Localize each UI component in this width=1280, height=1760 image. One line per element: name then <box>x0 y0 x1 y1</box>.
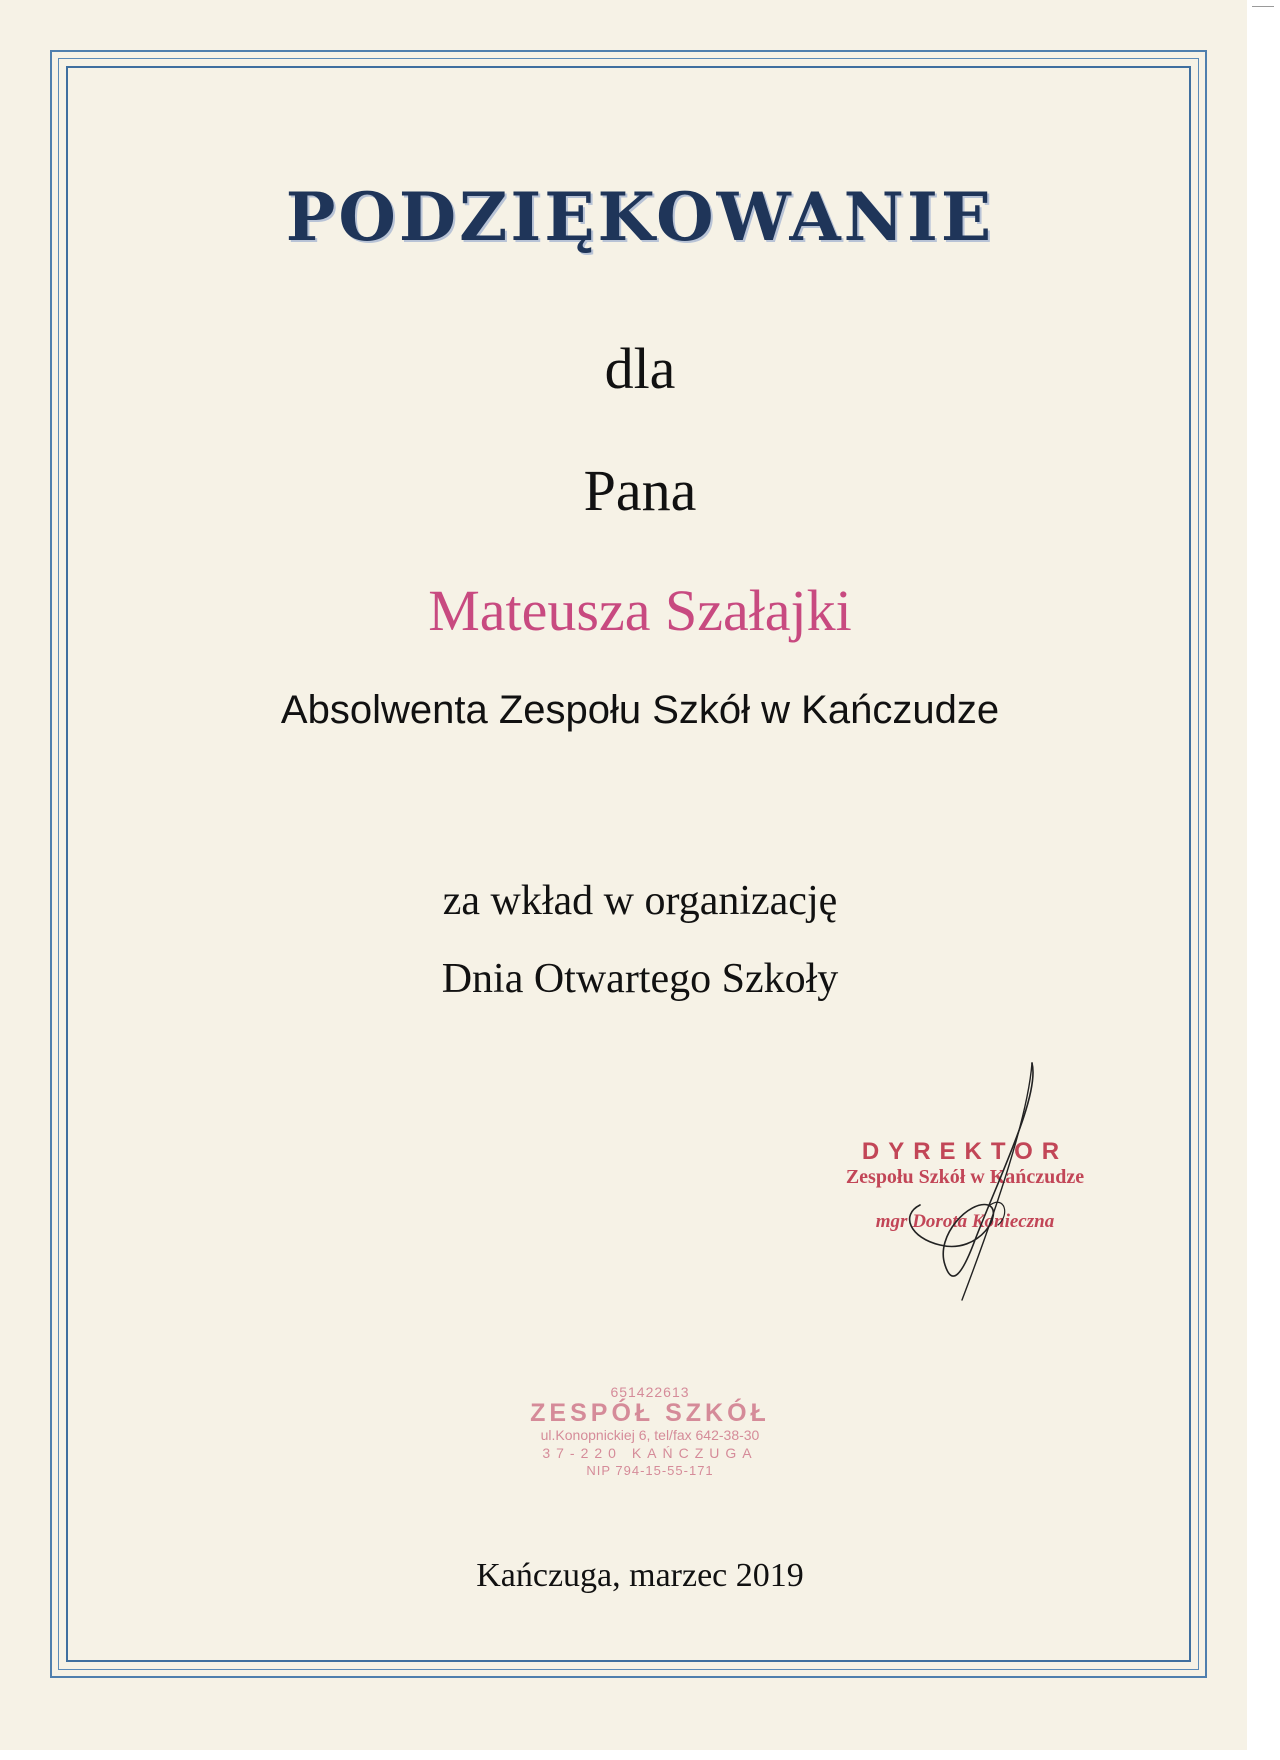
school-stamp <box>500 1384 800 1479</box>
reason-line-1: za wkład w organizację <box>442 878 838 924</box>
handwritten-signature <box>880 1055 1060 1305</box>
salutation: Pana <box>583 458 697 523</box>
reason-line-2: Dnia Otwartego Szkoły <box>441 956 839 1002</box>
scan-edge-mark <box>1252 6 1274 7</box>
recipient-name: Mateusza Szałajki <box>428 578 852 643</box>
director-stamp-title: DYREKTOR <box>861 1138 1069 1165</box>
place-and-date: Kańczuga, marzec 2019 <box>476 1557 804 1594</box>
director-stamp-school: Zespołu Szkół w Kańczudze <box>845 1166 1085 1188</box>
school-stamp-nip: NIP 794-15-55-171 <box>586 1463 714 1478</box>
school-stamp-name: ZESPÓŁ SZKÓŁ <box>530 1399 770 1427</box>
school-stamp-city: 37-220 KAŃCZUGA <box>542 1445 758 1461</box>
certificate-title: PODZIĘKOWANIE <box>285 178 995 256</box>
director-stamp-name: mgr Dorota Konieczna <box>875 1211 1055 1232</box>
school-stamp-address: ul.Konopnickiej 6, tel/fax 642-38-30 <box>540 1427 760 1443</box>
recipient-role: Absolwenta Zespołu Szkół w Kańczudze <box>280 688 1000 732</box>
school-stamp-regon: 651422613 <box>610 1384 690 1400</box>
preposition-for: dla <box>604 336 676 401</box>
